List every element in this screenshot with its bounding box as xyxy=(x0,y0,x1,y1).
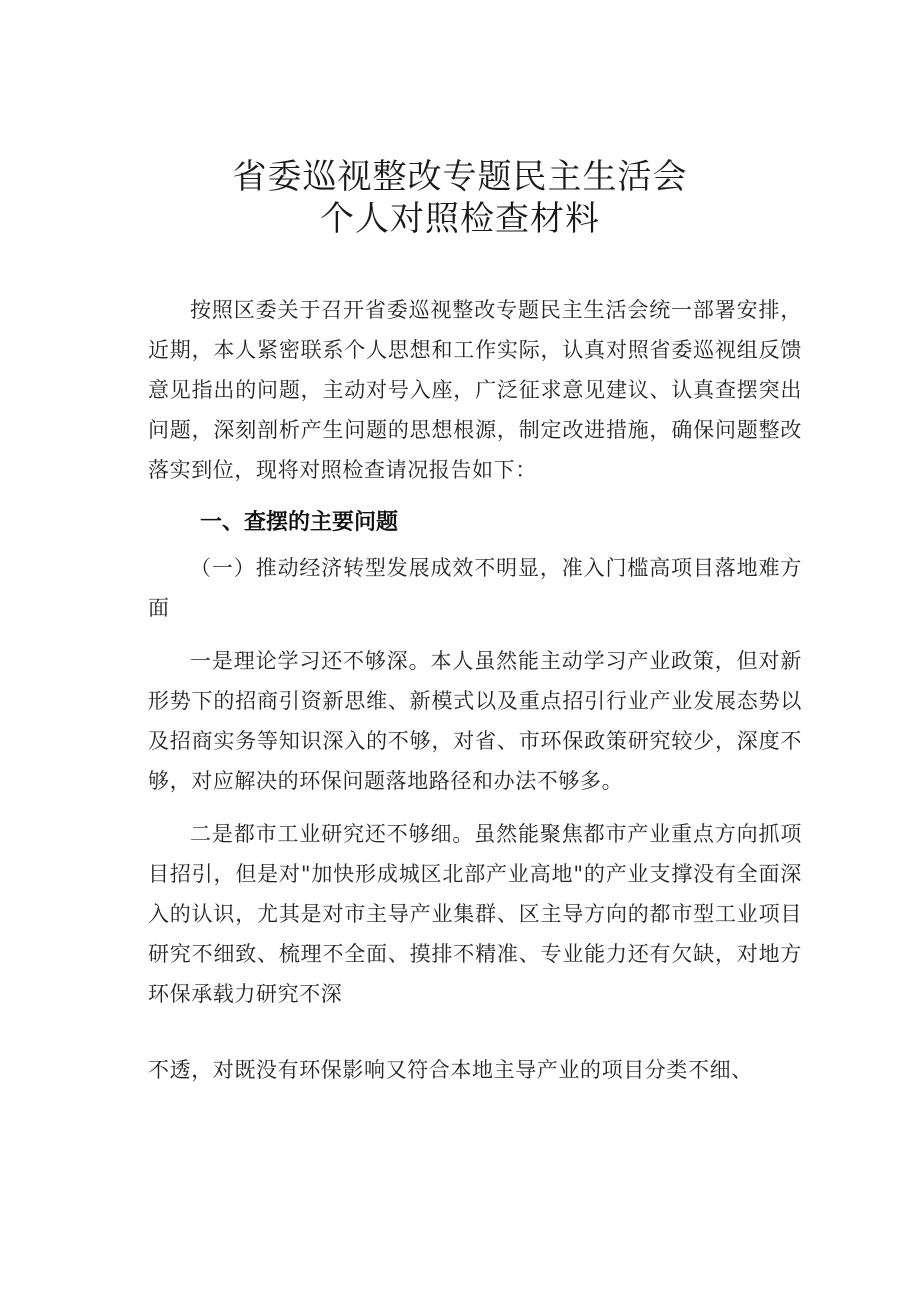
section-heading-1: 一、查摆的主要问题 xyxy=(200,510,399,535)
section1-body xyxy=(148,548,802,1014)
intro-paragraph: 按照区委关于召开省委巡视整改专题民主生活会统一部署安排，近期，本人紧密联系个人思想和工作实际，认真对照省委巡视组反馈意见指出的问题，主动对号入座，广泛征求意见建议、认真查摆突出问题，深刻剖析产生问题的思想根源，制定改进措施，确保问题整改落实到位，现将对照检查请况报告如下： xyxy=(148,298,802,482)
point-1-paragraph: 一是理论学习还不够深。本人虽然能主动学习产业政策，但对新形势下的招商引资新思维、新模式以及重点招引行业产业发展态势以及招商实务等知识深入的不够，对省、市环保政策研究较少，深度不够，对应解决的环保问题落地路径和办法不够多。 xyxy=(148,649,802,793)
subsection-heading-1: （一）推动经济转型发展成效不明显，准入门槛高项目落地难方面 xyxy=(148,556,802,620)
document-title-line-1: 省委巡视整改专题民主生活会 xyxy=(232,157,688,197)
continued-text-line: 不透，对既没有环保影响又符合本地主导产业的项目分类不细、 xyxy=(148,1058,753,1082)
point-2-paragraph: 二是都市工业研究还不够细。虽然能聚焦都市产业重点方向抓项目招引，但是对"加快形成城区北部产业高地"的产业支撑没有全面深入的认识，尤其是对市主导产业集群、区主导方向的都市型工业项目研究不细致、梳理不全面、摸排不精准、专业能力还有欠缺，对地方环保承载力研究不深 xyxy=(148,822,802,1006)
document-title-line-2: 个人对照检查材料 xyxy=(320,199,600,239)
intro-block xyxy=(148,290,802,490)
